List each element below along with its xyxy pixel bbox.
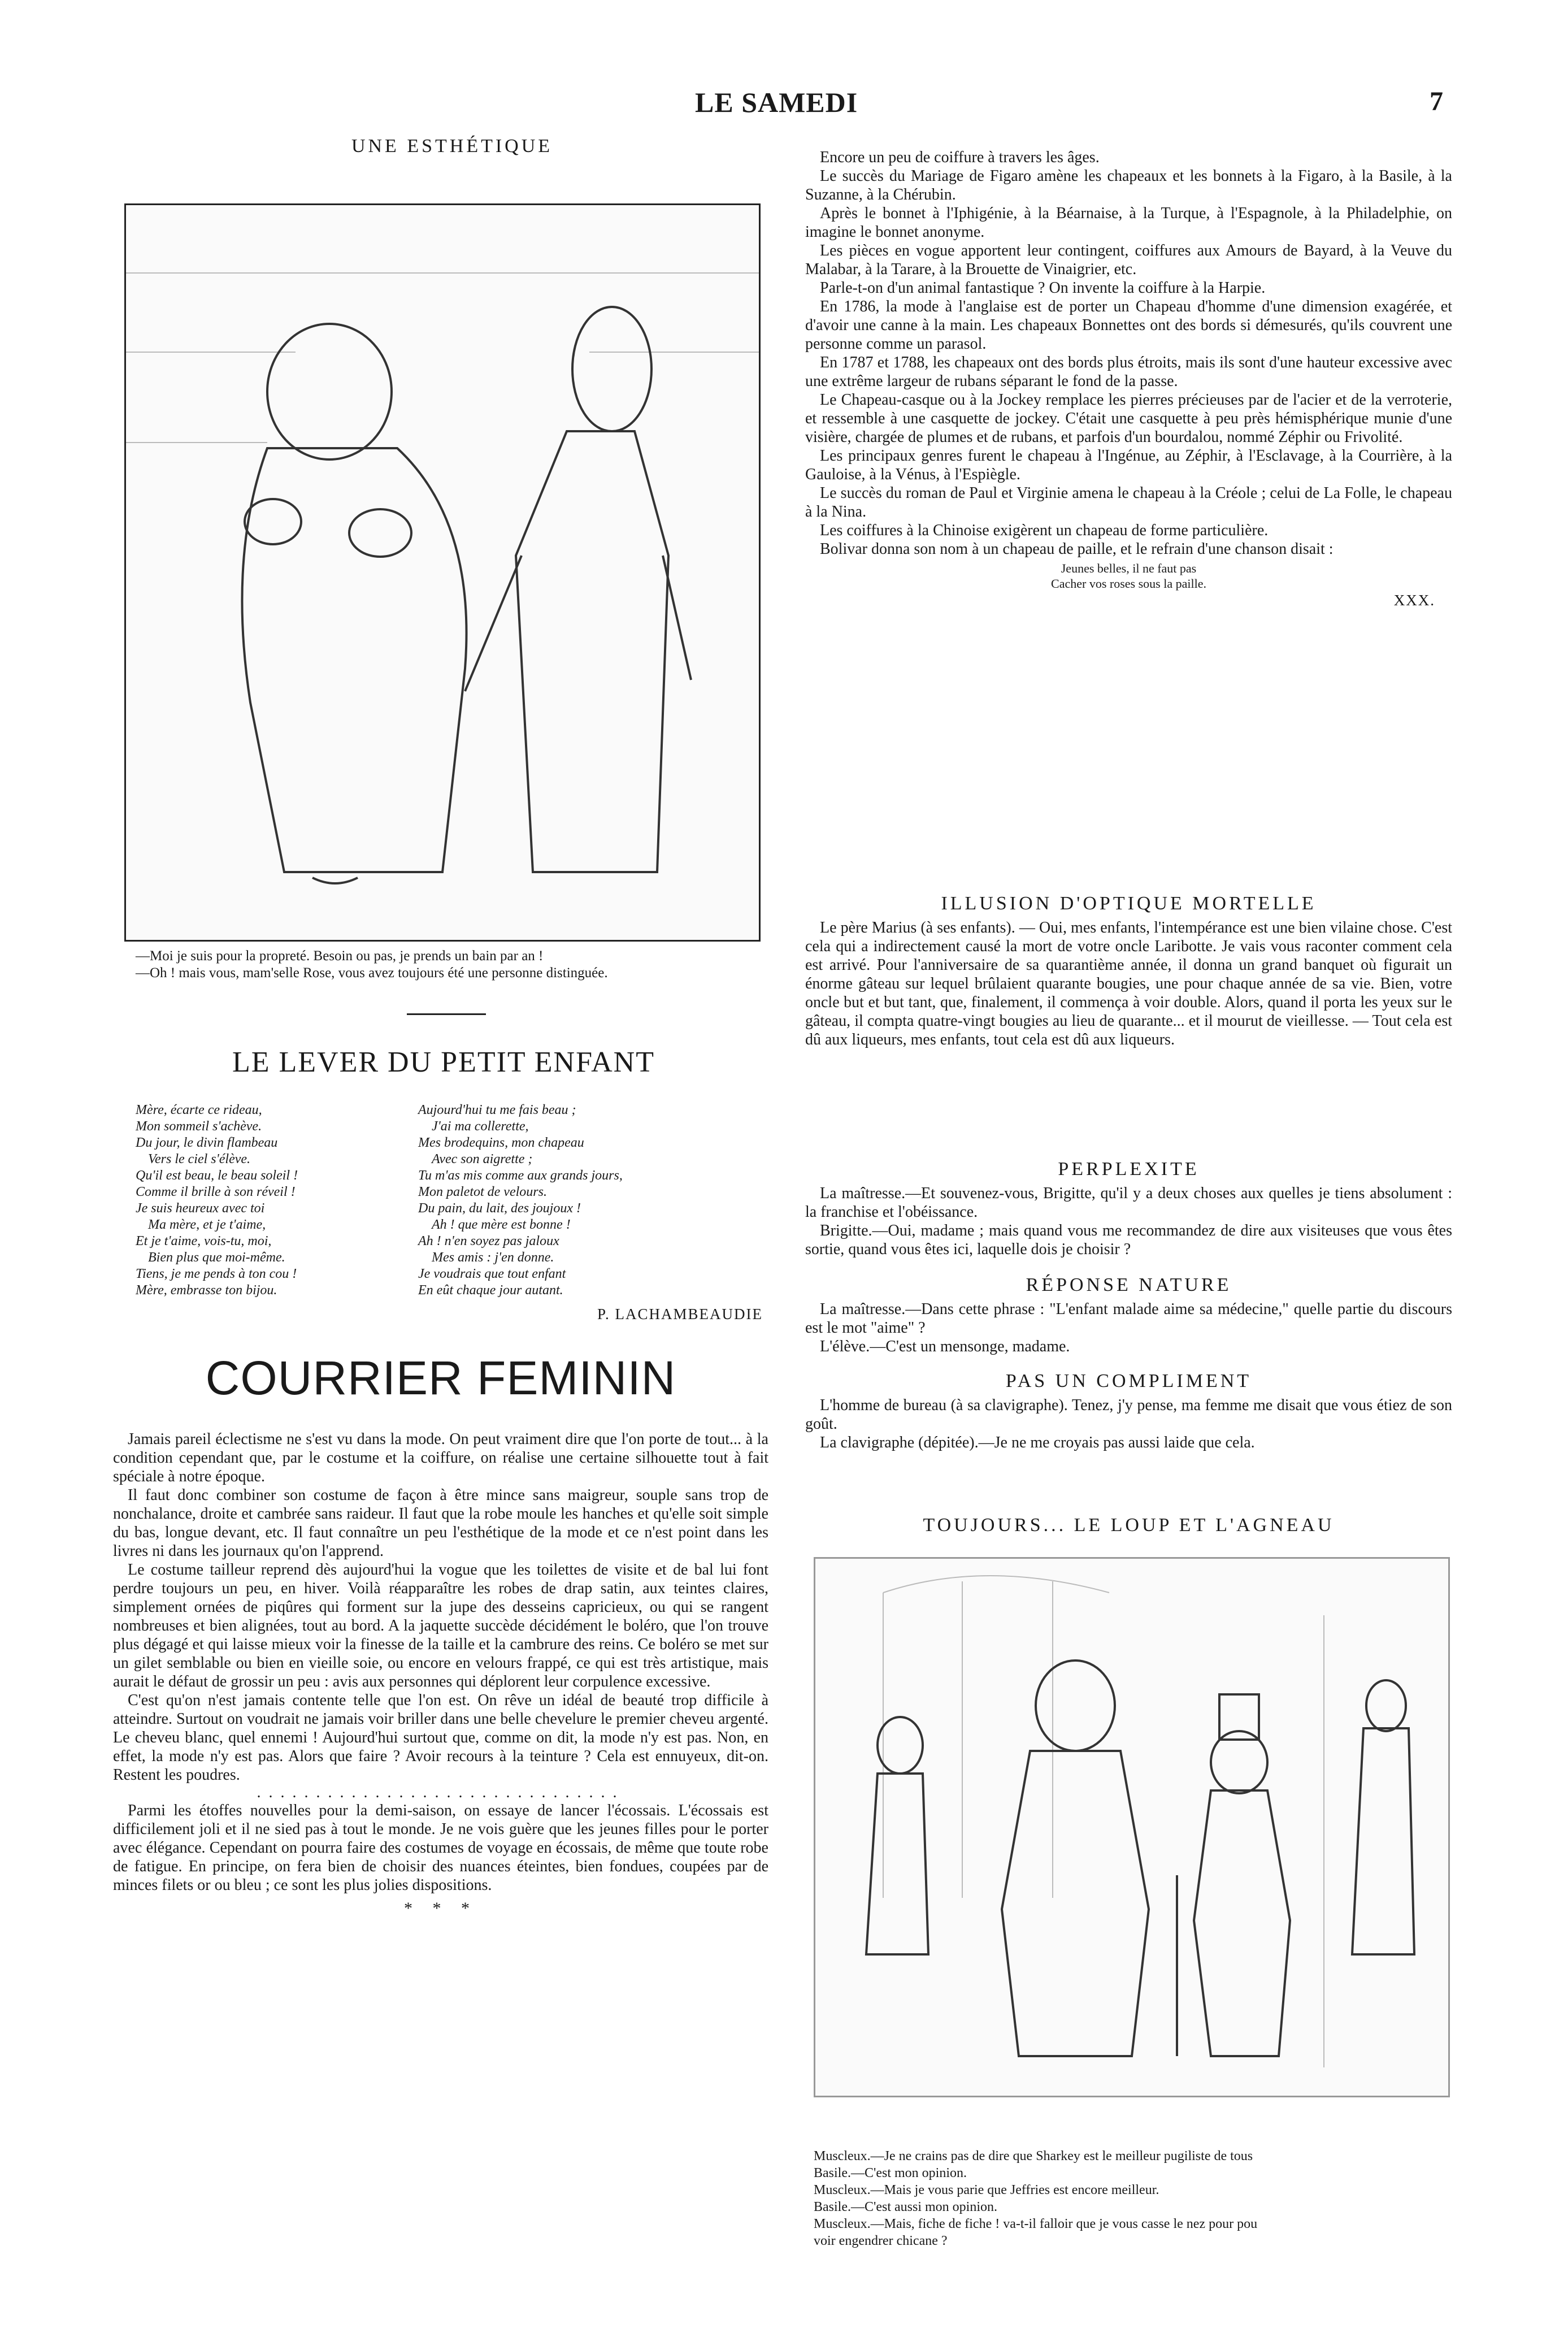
poem-line: Ma mère, et je t'aime, bbox=[148, 1217, 266, 1232]
illustration-loup-agneau bbox=[814, 1557, 1450, 2097]
poem-line: Mère, embrasse ton bijou. bbox=[136, 1283, 277, 1298]
courrier-paragraph: Jamais pareil éclectisme ne s'est vu dans la mode. On peut vraiment dire que l'on porte de tout... à la condition cependant que, par le costume et la coiffure, on réalise une certaine silhouette tout à fait spéciale à notre époque. bbox=[113, 1430, 768, 1485]
section-dots: ............................... bbox=[257, 1784, 625, 1801]
poem-line: Mon sommeil s'achève. bbox=[136, 1119, 262, 1134]
courrier-paragraph: Il faut donc combiner son costume de façon à être mince sans maigreur, souple sans trop de nonchalance, droite et cambrée sans raideur. Il faut que la robe moule les hanches et qu'elle soit simple du bas, longue devant, etc. Il faut connaître un peu l'esthétique de la mode et ce n'est point dans les livres ni dans les journaux qu'on l'apprend. bbox=[113, 1486, 768, 1560]
poem-signature: P. LACHAMBEAUDIE bbox=[597, 1306, 763, 1323]
courrier-paragraph: C'est qu'on n'est jamais contente telle que l'on est. On rêve un idéal de beauté trop difficile à atteindre. Surtout on voudrait ne jamais voir briller dans une belle chevelure le premier cheveu argenté. Le cheveu blanc, quel ennemi ! Aujourd'hui surtout que, comme on dit, la mode n'y est pas. Non, en effet, la mode n'y est pas. Alors que faire ? Avoir recours à la teinture ? Cela est ennuyeux, dit-on. Restent les poudres. bbox=[113, 1692, 768, 1784]
perplexite-paragraph: La maîtresse.—Et souvenez-vous, Brigitte, qu'il y a deux choses aux quelles je tiens absolument : la franchise et l'obéissance. bbox=[805, 1185, 1452, 1221]
chapeaux-paragraph: Parle-t-on d'un animal fantastique ? On invente la coiffure à la Harpie. bbox=[820, 279, 1266, 297]
courrier-body bbox=[113, 1430, 768, 1918]
courrier-title: COURRIER FEMININ bbox=[205, 1351, 676, 1404]
compliment-paragraph: La clavigraphe (dépitée).—Je ne me croyais pas aussi laide que cela. bbox=[820, 1434, 1255, 1451]
caption-line: —Moi je suis pour la propreté. Besoin ou pas, je prends un bain par an ! bbox=[136, 948, 544, 964]
chapeaux-paragraph: En 1786, la mode à l'anglaise est de porter un Chapeau d'homme d'une dimension exagérée, et d'avoir une canne à la main. Les chapeaux Bonnettes ont des bords si démesurés, qu'ils couvrent une personne comme un parasol. bbox=[805, 298, 1452, 353]
caption-line: Muscleux.—Mais je vous parie que Jeffries est encore meilleur. bbox=[814, 2183, 1159, 2197]
poem-line: Comme il brille à son réveil ! bbox=[136, 1185, 296, 1199]
illustration-esthetique-caption bbox=[136, 948, 768, 982]
poem-line: Qu'il est beau, le beau soleil ! bbox=[136, 1168, 298, 1183]
reponse-paragraph: La maîtresse.—Dans cette phrase : "L'enfant malade aime sa médecine," quelle partie du discours est le mot "aime" ? bbox=[805, 1300, 1452, 1337]
reponse-title: RÉPONSE NATURE bbox=[1026, 1274, 1232, 1295]
chapeaux-paragraph: Bolivar donna son nom à un chapeau de paille, et le refrain d'une chanson disait : bbox=[820, 540, 1334, 558]
caption-line: Basile.—C'est mon opinion. bbox=[814, 2166, 967, 2180]
chapeaux-paragraph: Le succès du Mariage de Figaro amène les chapeaux et les bonnets à la Figaro, à la Basile, à la Suzanne, à la Chérubin. bbox=[805, 167, 1452, 203]
chapeaux-paragraph: Les principaux genres furent le chapeau à l'Ingénue, au Zéphir, à l'Esclavage, à la Courrière, à la Gauloise, à la Vénus, à l'Espiègle. bbox=[805, 447, 1452, 483]
poem-line: Tu m'as mis comme aux grands jours, bbox=[418, 1168, 623, 1183]
illusion-paragraph: Le père Marius (à ses enfants). — Oui, mes enfants, l'intempérance est une bien vilaine chose. C'est cela qui a indirectement causé la mort de votre oncle Laribotte. Je vais vous raconter comment cela est arrivé. Pour l'anniversaire de sa quarantième année, il donna un grand banquet où figurait un énorme gâteau sur lequel brûlaient quarante bougies, une pour chaque année de sa vie. Bien, votre oncle but et but tant, que, finalement, il commença à voir double. Alors, quand il porta les yeux sur le gâteau, il compta quatre-vingt bougies au lieu de quarante... et il mourut de vieillesse. — Tout cela est dû aux liqueurs, mes enfants, tout cela est dû aux liqueurs. bbox=[805, 919, 1452, 1048]
compliment-title: PAS UN COMPLIMENT bbox=[1005, 1371, 1252, 1391]
page-header-title: LE SAMEDI bbox=[695, 86, 858, 118]
illusion-title: ILLUSION D'OPTIQUE MORTELLE bbox=[941, 893, 1317, 914]
illustration-title-esthetique: UNE ESTHÉTIQUE bbox=[351, 136, 553, 157]
loup-agneau-drawing bbox=[815, 1559, 1448, 2096]
chapeaux-paragraph: Encore un peu de coiffure à travers les âges. bbox=[820, 149, 1100, 166]
chapeaux-signature: XXX. bbox=[1393, 592, 1435, 609]
poem-column-2 bbox=[418, 1102, 735, 1299]
end-stars: * * * bbox=[404, 1899, 477, 1918]
poem-line: Tiens, je me pends à ton cou ! bbox=[136, 1267, 297, 1281]
poem-line: Mes amis : j'en donne. bbox=[432, 1250, 554, 1265]
poem-line: Mon paletot de velours. bbox=[418, 1185, 547, 1199]
chapeaux-paragraph: Le succès du roman de Paul et Virginie amena le chapeau à la Créole ; celui de La Folle, le chapeau à la Nina. bbox=[805, 484, 1452, 521]
poem-line: Avec son aigrette ; bbox=[432, 1152, 533, 1167]
poem-line: Vers le ciel s'élève. bbox=[148, 1152, 251, 1167]
courrier-paragraph: Parmi les étoffes nouvelles pour la demi-saison, on essaye de lancer l'écossais. L'écossais est difficilement joli et il ne sied pas à tout le monde. Je ne vois guère que les jeunes filles pour le porter avec élégance. Cependant on pourra faire des costumes de voyage en écossais, de même que toute robe de fatigue. En principe, on fera bien de choisir des nuances éteintes, bien fondues, coupées par de minces filets or ou bleu ; ce sont les plus jolies dispositions. bbox=[113, 1802, 768, 1894]
poem-line: Du pain, du lait, des joujoux ! bbox=[418, 1201, 581, 1216]
chapeaux-paragraph: Le Chapeau-casque ou à la Jockey remplace les pierres précieuses par de l'acier et de la verroterie, et ressemble à une casquette de jockey. C'était une casquette à peu près hémisphérique munie d'une visière, chargée de plumes et de rubans, et parfois d'un bourdalou, nommé Zéphir ou Frivolité. bbox=[805, 391, 1452, 446]
illustration-esthetique bbox=[124, 203, 761, 942]
poem-title: LE LEVER DU PETIT ENFANT bbox=[232, 1046, 655, 1078]
page-number: 7 bbox=[1430, 86, 1443, 116]
perplexite-paragraph: Brigitte.—Oui, madame ; mais quand vous me recommandez de dire aux visiteuses que vous êtes sortie, quand vous êtes ici, laquelle dois je choisir ? bbox=[805, 1222, 1452, 1258]
caption-line: Muscleux.—Je ne crains pas de dire que Sharkey est le meilleur pugiliste de tous bbox=[814, 2149, 1253, 2163]
illusion-body bbox=[805, 918, 1452, 1049]
chapeaux-paragraph: Après le bonnet à l'Iphigénie, à la Béarnaise, à la Turque, à l'Espagnole, à la Philadelphie, on imagine le bonnet anonyme. bbox=[805, 205, 1452, 241]
poem-column-1 bbox=[136, 1102, 418, 1299]
song-line: Jeunes belles, il ne faut pas bbox=[1061, 561, 1197, 575]
poem-line: Mère, écarte ce rideau, bbox=[136, 1103, 262, 1117]
chapeaux-paragraph: En 1787 et 1788, les chapeaux ont des bords plus étroits, mais ils sont d'une hauteur excessive avec une extrême largeur de rubans séparant le fond de la passe. bbox=[805, 354, 1452, 390]
poem-line: En eût chaque jour autant. bbox=[418, 1283, 563, 1298]
chapeaux-paragraph: Les coiffures à la Chinoise exigèrent un chapeau de forme particulière. bbox=[820, 522, 1269, 539]
poem-line: Ah ! que mère est bonne ! bbox=[432, 1217, 571, 1232]
poem-line: J'ai ma collerette, bbox=[432, 1119, 529, 1134]
song-line: Cacher vos roses sous la paille. bbox=[1051, 576, 1206, 591]
perplexite-title: PERPLEXITE bbox=[1058, 1159, 1200, 1180]
perplexite-body bbox=[805, 1184, 1452, 1259]
poem-line: Ah ! n'en soyez pas jaloux bbox=[418, 1234, 559, 1248]
divider bbox=[407, 1013, 486, 1015]
caption-line: Basile.—C'est aussi mon opinion. bbox=[814, 2200, 997, 2214]
poem-line: Je suis heureux avec toi bbox=[136, 1201, 265, 1216]
reponse-body bbox=[805, 1300, 1452, 1356]
caption-line: voir engendrer chicane ? bbox=[814, 2234, 948, 2248]
poem-line: Aujourd'hui tu me fais beau ; bbox=[418, 1103, 576, 1117]
illustration-title-loup: TOUJOURS... LE LOUP ET L'AGNEAU bbox=[923, 1515, 1335, 1536]
esthetique-drawing bbox=[126, 205, 759, 940]
courrier-paragraph: Le costume tailleur reprend dès aujourd'hui la vogue que les toilettes de visite et de bal lui font perdre toujours un peu, en hiver. Voilà réapparaître les robes de drap satin, aux teintes claires, simplement ornées de piqûres qui forment sur la jupe des desseins capricieux, ou qui se rangent nombreuses et bien alignées, tout au bord. A la jaquette succède décidément le boléro, que l'on trouve plus dégagé et qui laisse mieux voir la finesse de la taille et la cambrure des reins. Ce boléro se met sur un gilet semblable ou bien en vieille soie, ou encore en velours frappé, ce qui est très artistique, mais aurait le défaut de grossir un peu : avis aux personnes qui déplorent leur corpulence excessive. bbox=[113, 1561, 768, 1690]
illustration-loup-caption bbox=[814, 2148, 1452, 2249]
poem-line: Bien plus que moi-même. bbox=[148, 1250, 285, 1265]
caption-line: —Oh ! mais vous, mam'selle Rose, vous avez toujours été une personne distinguée. bbox=[136, 965, 608, 981]
reponse-paragraph: L'élève.—C'est un mensonge, madame. bbox=[820, 1338, 1070, 1355]
poem-line: Mes brodequins, mon chapeau bbox=[418, 1135, 584, 1150]
caption-line: Muscleux.—Mais, fiche de fiche ! va-t-il falloir que je vous casse le nez pour pou bbox=[814, 2217, 1258, 2231]
compliment-body bbox=[805, 1396, 1452, 1452]
poem-line: Et je t'aime, vois-tu, moi, bbox=[136, 1234, 272, 1248]
chapeaux-paragraph: Les pièces en vogue apportent leur contingent, coiffures aux Amours de Bayard, à la Veuve du Malabar, à la Tarare, à la Brouette de Vinaigrier, etc. bbox=[805, 242, 1452, 278]
chapeaux-article bbox=[805, 148, 1452, 610]
poem-line: Je voudrais que tout enfant bbox=[418, 1267, 566, 1281]
poem-line: Du jour, le divin flambeau bbox=[136, 1135, 278, 1150]
song-verse bbox=[805, 561, 1452, 591]
compliment-paragraph: L'homme de bureau (à sa clavigraphe). Tenez, j'y pense, ma femme me disait que vous étiez de son goût. bbox=[805, 1397, 1452, 1433]
